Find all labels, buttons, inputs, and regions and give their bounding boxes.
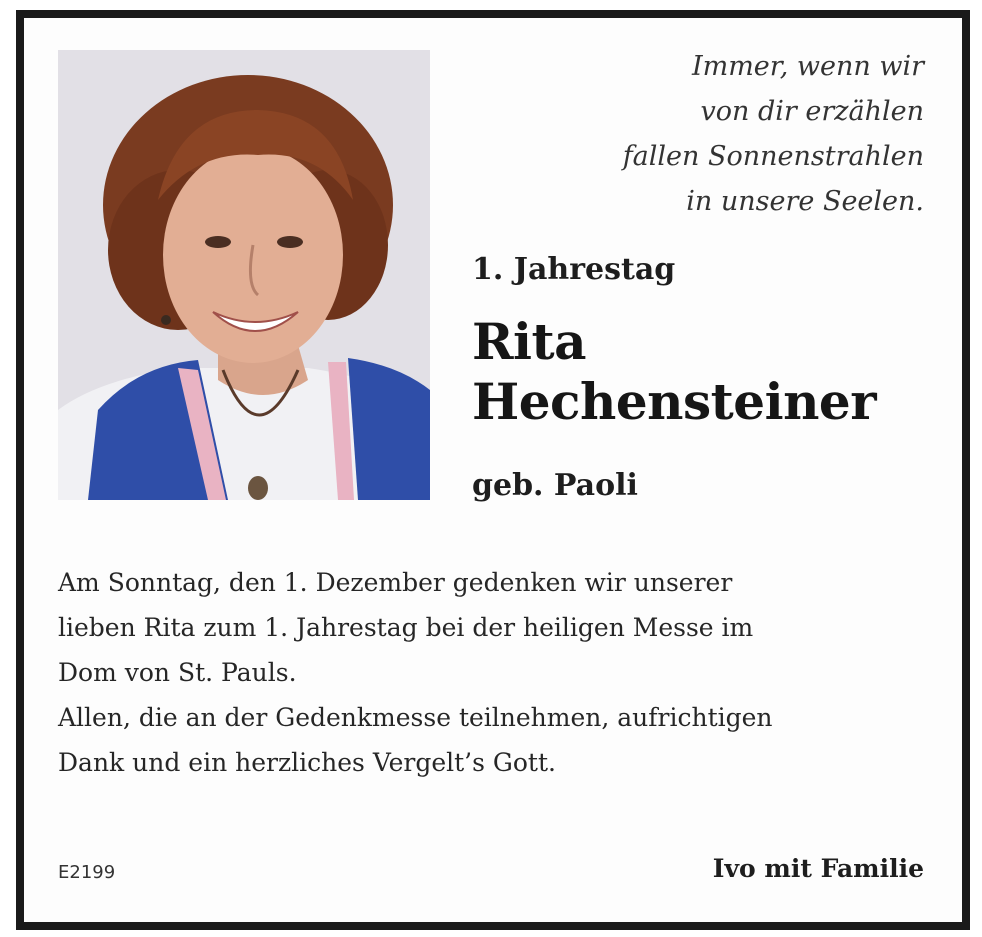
memorial-poem — [504, 44, 924, 224]
first-name: Rita — [472, 312, 587, 371]
reference-code: E2199 — [58, 862, 116, 883]
deceased-name — [472, 312, 876, 432]
signature: Ivo mit Familie — [712, 854, 924, 883]
maiden-name: geb. Paoli — [472, 468, 638, 503]
announcement-text — [58, 560, 928, 785]
anniversary-heading: 1. Jahrestag — [472, 252, 676, 287]
text-line: Dom von St. Pauls. — [58, 658, 297, 687]
text-line: Dank und ein herzliches Vergelt’s Gott. — [58, 748, 556, 777]
text-line: Am Sonntag, den 1. Dezember gedenken wir unserer — [58, 568, 733, 597]
last-name: Hechensteiner — [472, 372, 877, 431]
poem-line: in unsere Seelen. — [686, 186, 924, 217]
text-line: Allen, die an der Gedenkmesse teilnehmen, aufrichtigen — [58, 703, 773, 732]
text-line: lieben Rita zum 1. Jahrestag bei der heiligen Messe im — [58, 613, 754, 642]
poem-line: fallen Sonnenstrahlen — [622, 141, 924, 172]
portrait-photo — [58, 50, 430, 500]
poem-line: von dir erzählen — [700, 96, 924, 127]
poem-line: Immer, wenn wir — [691, 51, 924, 82]
